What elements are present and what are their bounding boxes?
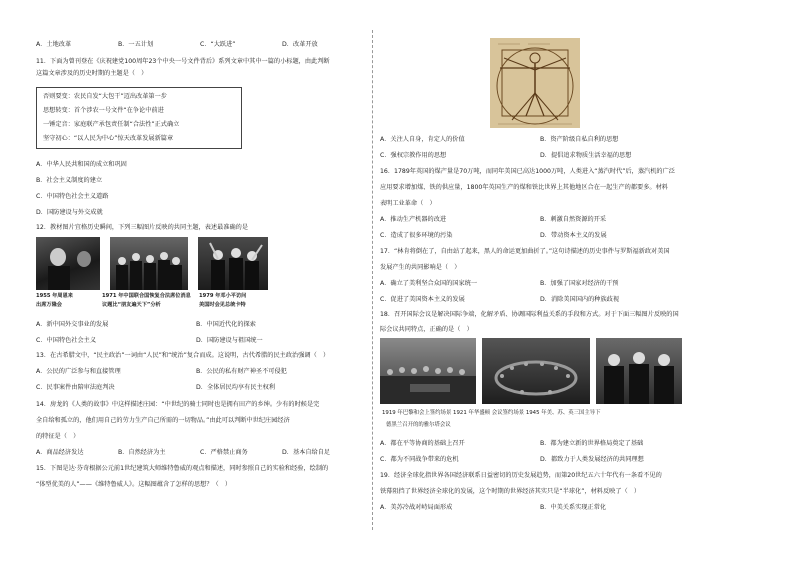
vitruvian-man-drawing	[490, 38, 580, 128]
q17-option-b: B．加强了国家对经济的干预	[540, 280, 619, 287]
q15-options-row-2	[380, 152, 700, 160]
q19-options-row-1	[380, 504, 700, 512]
q12-option-c: C．中国特色社会主义	[36, 337, 97, 344]
q15-options-row-1	[380, 136, 700, 144]
q17-option-d: D．消除美国国内的种族歧视	[540, 296, 620, 303]
q12-caption-2a: 1971 年中国联合国恢复合法席位消息	[102, 293, 191, 299]
q17-option-c: C．促进了美国资本主义的发展	[380, 296, 465, 303]
q12-option-a: A．新中国外交事业的发展	[36, 321, 109, 328]
q11-option-c: C．中国特色社会主义道路	[36, 193, 109, 200]
q16-option-c: C．造成了很多环境的污染	[380, 232, 453, 239]
q14-option-b: B．自然经济为主	[118, 449, 166, 456]
q18-option-a: A．都在平等协商的基础上召开	[380, 440, 465, 447]
q19-stem-line-1: 19．经济全球化指世界各国经济联系日益密切的历史发展趋势，而第20世纪五六十年代有一条看不见的	[380, 472, 662, 479]
q16-stem-line-1: 16．1789年英国的煤产量是70万吨，而同年美国已高达1000万吨，人类进入“蒸汽时代”后，蒸汽机的广泛	[380, 168, 675, 175]
q16-option-a: A．推动生产机器的改进	[380, 216, 447, 223]
q15-option-c: C．强权宗教作用的思想	[380, 152, 447, 159]
q15-stem-line-2: “体型优美的人”——《维特鲁威人》。这幅图蕴含了怎样的思想？（ ）	[36, 481, 232, 488]
q13-option-a: A．公民的广泛参与和直接管理	[36, 368, 121, 375]
q18-photo-washington-conference	[482, 338, 590, 404]
q15-option-d: D．提倡追求物质生活幸福的思想	[540, 152, 632, 159]
q17-stem-line-2: 发展产生的共同影响是（ ）	[380, 264, 461, 271]
q18-option-d: D．都致力于人类发展经济的共同理想	[540, 456, 644, 463]
q18-photo-yalta-conference	[596, 338, 682, 404]
q12-caption-3b: 美国时会见总统卡特	[199, 302, 246, 308]
q14-option-a: A．商品经济发达	[36, 449, 84, 456]
q14-option-c: C．严格禁止商务	[200, 449, 248, 456]
q12-photo-2-shapes	[110, 237, 188, 290]
q18-options-row-2	[380, 456, 700, 464]
q18-photo-3-shapes	[596, 338, 682, 404]
q10-options	[36, 41, 364, 49]
q18-photo-paris-conference	[380, 338, 476, 404]
q18-photo-1-shapes	[380, 338, 476, 404]
box-line-1: 否则要变：农民自发“大包干”迈出改革第一步	[43, 93, 167, 100]
q17-options-row-1	[380, 280, 700, 288]
q16-option-b: B．刺激自然资源的开采	[540, 216, 607, 223]
q15-option-b: B．资产阶级自私自利的思想	[540, 136, 619, 143]
q15-stem-line-1: 15．下图是达·芬奇根据公元前1世纪建筑大师维特鲁威的观点和描述，同时参照自己的实验和经验，绘制的	[36, 465, 329, 472]
q11-stem-line-2: 这篇文章涉及的历史时期的主题是（ ）	[36, 70, 148, 77]
q11-material-box	[36, 87, 242, 149]
q14-option-d: D．基本自给自足	[282, 449, 331, 456]
q10-option-d: D．改革开放	[282, 41, 318, 48]
vitruvian-man-image	[490, 38, 580, 128]
q13-option-c: C．民事案件由陪审法庭判决	[36, 384, 115, 391]
q13-option-d: D．全体居民均享有民主权利	[196, 384, 276, 391]
q12-caption-2b: 议题比“朋友遍天下”分析	[102, 302, 161, 308]
q17-option-a: A．确立了美利坚合众国的国家统一	[380, 280, 478, 287]
q13-options-row-2	[36, 384, 356, 392]
q18-option-b: B．都为建立新的世界格局奠定了基础	[540, 440, 644, 447]
q18-options-row-1	[380, 440, 700, 448]
q16-options-row-1	[380, 216, 700, 224]
q13-stem: 13．在古希腊文中，“民主政治”一词由“人民”和“统治”复合而成。这说明，古代希腊的民主政治强调（ ）	[36, 352, 330, 359]
q12-caption-3a: 1979 年邓小平访问	[199, 293, 247, 299]
q15-option-a: A．关注人自身，肯定人的价值	[380, 136, 465, 143]
q12-photo-zhou-enlai	[36, 237, 100, 290]
q12-option-d: D．国防建设与祖国统一	[196, 337, 263, 344]
q12-options-row-1	[36, 321, 356, 329]
q13-options-row-1	[36, 368, 356, 376]
q10-option-a: A．土地改革	[36, 41, 72, 48]
q10-option-b: B．一五计划	[118, 41, 154, 48]
q13-option-b: B．公民的私有财产神圣不可侵犯	[196, 368, 287, 375]
q12-option-b: B．中国近代化的探索	[196, 321, 256, 328]
q18-option-c: C．都为不同战争带来的危机	[380, 456, 459, 463]
q18-caption-line-1: 1919 年巴黎和会上签约场景 1921 年华盛顿 会议签约场景 1945 年美、苏、英三国主导下	[382, 410, 601, 416]
q19-stem-line-2: 铁幕阻挡了世界经济全球化的发展，这个时期的世界经济其实只是“半球化”，材料反映了（ ）	[380, 488, 641, 495]
q12-photo-deng-carter	[198, 237, 268, 290]
box-line-4: 坚守初心：“以人民为中心”惊天改革发展新篇章	[43, 135, 174, 142]
q19-option-b: B．中美关系实现正常化	[540, 504, 607, 511]
q16-options-row-2	[380, 232, 700, 240]
q12-photo-1-shapes	[36, 237, 100, 290]
q16-stem-line-3: 表明工业革命（ ）	[380, 200, 436, 207]
q12-caption-1a: 1955 年周恩来	[36, 293, 73, 299]
q18-stem-line-1: 18．召开国际会议是解决国际争端，化解矛盾、协调国际利益关系的手段和方式。对于下面三幅图片反映的国	[380, 311, 679, 318]
q11-option-b: B．社会主义制度的建立	[36, 177, 103, 184]
q18-photo-2-shapes	[482, 338, 590, 404]
q19-option-a: A．美苏冷战对峙局面形成	[380, 504, 453, 511]
q14-stem-line-3: 的特征是（ ）	[36, 433, 80, 440]
q12-photo-un-seat	[110, 237, 188, 290]
q12-photo-3-shapes	[198, 237, 268, 290]
q11-option-d: D．国防建设与外交成就	[36, 209, 103, 216]
q12-stem: 12．教材图片宜格历史瞬间，下列三幅图片反映的共同主题，表述最准确的是	[36, 224, 249, 231]
q18-stem-line-2: 际会议共同特点，正确的是（ ）	[380, 326, 473, 333]
column-divider	[372, 30, 373, 530]
q12-options-row-2	[36, 337, 356, 345]
q17-stem-line-1: 17．“林肯将倒在了，自由站了起来，黑人的命运更加曲折了。”这句诗描述的历史事件与罗斯福新政对美国	[380, 248, 670, 255]
q16-stem-line-2: 应用要求增加煤、铁的供应量，1800年英国生产的煤和铁比世界上其他地区合在一起生产的都要多。材料	[380, 184, 668, 191]
box-line-2: 思想转变：首个涉农一号文件“在争论中前进	[43, 107, 164, 114]
q17-options-row-2	[380, 296, 700, 304]
q11-stem-line-1: 11．下面为曾刊登在《庆祝建党100周年23个中央一号文件背后》系列文章中其中一篇的小标题，由此判断	[36, 58, 330, 65]
q11-option-a: A．中华人民共和国的成立和巩固	[36, 161, 127, 168]
q14-stem-line-1: 14．房龙的《人类的故事》中这样描述庄园：“中世纪的骑士同时也是拥有田产的乡绅。少有的时候是完	[36, 401, 320, 408]
q16-option-d: D．带动资本主义的发展	[540, 232, 607, 239]
q10-option-c: C．“大跃进”	[200, 41, 236, 48]
q12-caption-1b: 出席万隆会	[36, 302, 62, 308]
box-line-3: 一锤定音：家庭联产承包责任制“合法性”正式确立	[43, 121, 180, 128]
q18-caption-line-2: 德黑兰召开的的雅尔塔会议	[386, 422, 451, 428]
q14-options	[36, 449, 364, 457]
q14-stem-line-2: 全自给和孤立的，他们用自己的劳力生产自己所需的一切物品。”由此可以判断中世纪庄园经济	[36, 417, 290, 424]
